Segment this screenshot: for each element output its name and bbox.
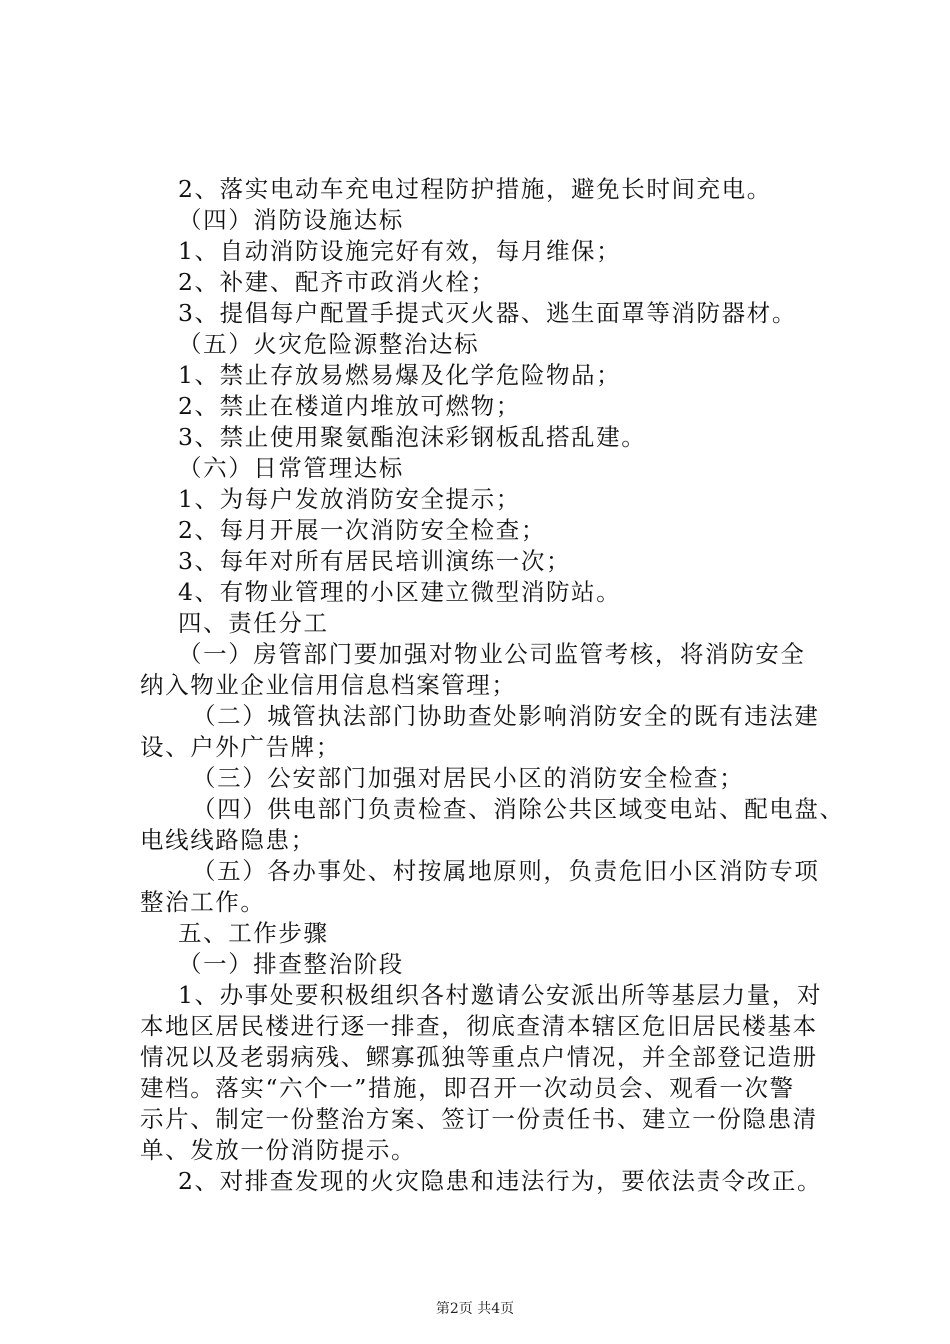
text-line: 1、为每户发放消防安全提示； [178, 485, 521, 513]
section-heading: （一）排查整治阶段 [178, 950, 404, 978]
text-line: 1、自动消防设施完好有效，每月维保； [178, 237, 622, 265]
text-line: 情况以及老弱病残、鳏寡孤独等重点户情况，并全部登记造册 [140, 1043, 818, 1071]
text-line: 1、办事处要积极组织各村邀请公安派出所等基层力量，对 [178, 981, 823, 1009]
text-line: 本地区居民楼进行逐一排查，彻底查清本辖区危旧居民楼基本 [140, 1012, 818, 1040]
text-line: 4、有物业管理的小区建立微型消防站。 [178, 578, 622, 606]
text-line: （五）各办事处、村按属地原则，负责危旧小区消防专项 [192, 857, 820, 885]
document-body [140, 174, 845, 1197]
text-line: 示片、制定一份整治方案、签订一份责任书、建立一份隐患清 [140, 1105, 818, 1133]
section-heading: 五、工作步骤 [178, 919, 329, 947]
text-line: 整治工作。 [140, 888, 266, 916]
text-line: 2、补建、配齐市政消火栓； [178, 268, 496, 296]
text-line: 电线线路隐患； [140, 826, 316, 854]
text-line: 3、每年对所有居民培训演练一次； [178, 547, 572, 575]
page-number-label: 第2页 共4页 [435, 1301, 515, 1317]
text-line: （一）房管部门要加强对物业公司监管考核，将消防安全 [178, 640, 806, 668]
text-line: （四）供电部门负责检查、消除公共区域变电站、配电盘、 [192, 795, 845, 823]
text-line: 3、提倡每户配置手提式灭火器、逃生面罩等消防器材。 [178, 299, 797, 327]
section-heading: （六）日常管理达标 [178, 454, 404, 482]
text-line: 2、对排查发现的火灾隐患和违法行为，要依法责令改正。 [178, 1167, 823, 1195]
text-line: 单、发放一份消防提示。 [140, 1136, 417, 1164]
text-line: 2、禁止在楼道内堆放可燃物； [178, 392, 521, 420]
section-heading: （四）消防设施达标 [178, 206, 404, 234]
text-line: 建档。落实“六个一”措施，即召开一次动员会、观看一次警 [140, 1074, 795, 1102]
text-line: 2、每月开展一次消防安全检查； [178, 516, 546, 544]
text-line: （二）城管执法部门协助查处影响消防安全的既有违法建 [192, 702, 820, 730]
text-line: 2、落实电动车充电过程防护措施，避免长时间充电。 [178, 175, 772, 203]
section-heading: （五）火灾危险源整治达标 [178, 330, 480, 358]
section-heading: 四、责任分工 [178, 609, 329, 637]
text-line: 3、禁止使用聚氨酯泡沫彩钢板乱搭乱建。 [178, 423, 647, 451]
text-line: 1、禁止存放易燃易爆及化学危险物品； [178, 361, 622, 389]
text-line: 设、户外广告牌； [140, 733, 341, 761]
text-line: 纳入物业企业信用信息档案管理； [140, 671, 517, 699]
text-line: （三）公安部门加强对居民小区的消防安全检查； [192, 764, 745, 792]
page-footer [0, 1298, 950, 1318]
